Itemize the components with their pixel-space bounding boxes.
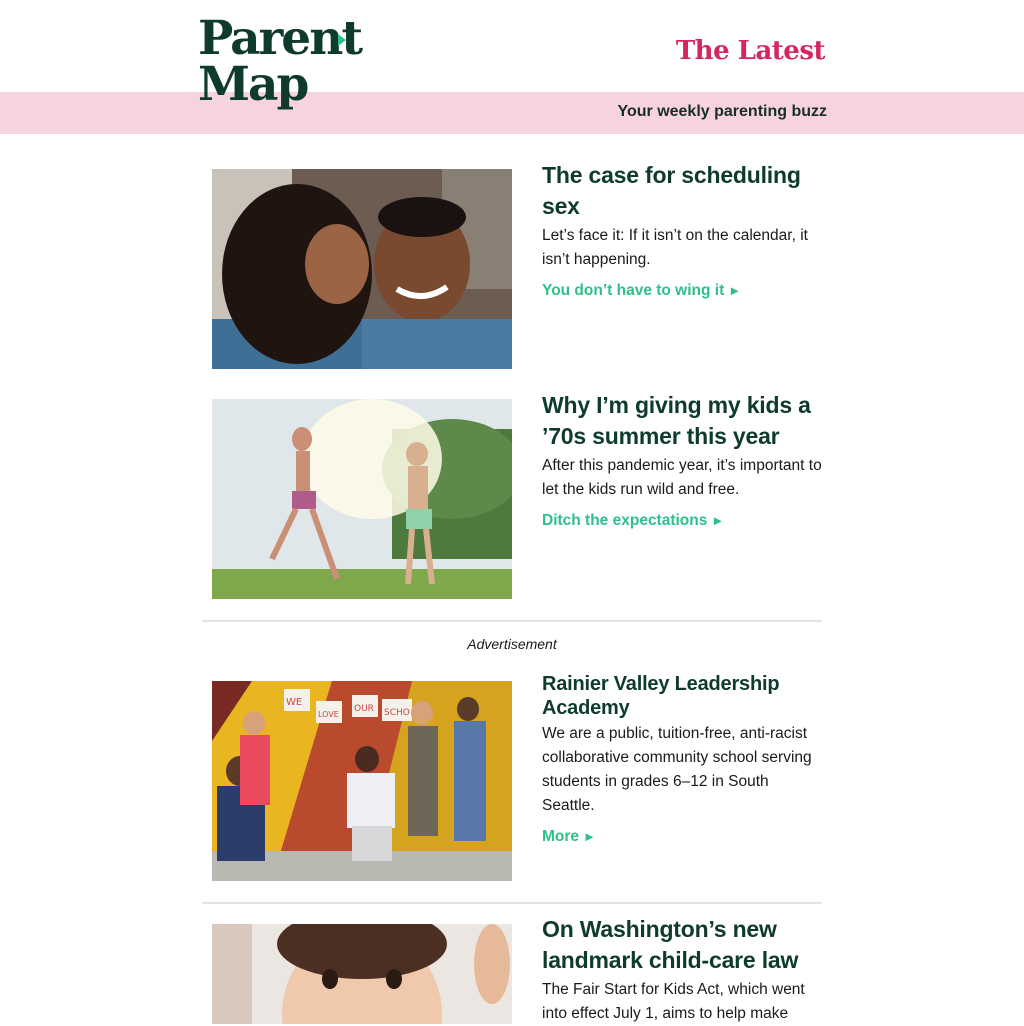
play-arrow-icon: ► — [583, 829, 596, 844]
article-description: Let’s face it: If it isn’t on the calendar, it isn’t happening. — [542, 227, 808, 268]
article-description: After this pandemic year, it’s important to let the kids run wild and free. — [542, 457, 822, 498]
article-text — [542, 914, 824, 1026]
tagline: Your weekly parenting buzz — [617, 103, 827, 120]
article-text — [542, 160, 824, 300]
sign-love: LOVE — [318, 710, 339, 719]
article-image-baby[interactable] — [212, 924, 512, 1024]
article-title[interactable]: Why I’m giving my kids a ’70s summer this year — [542, 392, 811, 449]
parentmap-logo[interactable] — [198, 11, 362, 120]
sign-scho: SCHO — [384, 708, 410, 718]
read-more-label: You don’t have to wing it — [542, 282, 725, 299]
advertisement-label: Advertisement — [467, 636, 557, 652]
divider — [202, 620, 822, 622]
article-title[interactable]: The case for scheduling sex — [542, 162, 801, 219]
sign-we: WE — [286, 697, 303, 708]
article-child-care-law — [212, 914, 824, 1024]
read-more-link[interactable] — [542, 512, 724, 530]
article-image-couple[interactable] — [212, 169, 512, 369]
ad-title[interactable]: Rainier Valley Leadership Academy — [542, 673, 780, 719]
article-text — [542, 390, 824, 530]
divider — [202, 902, 822, 904]
play-triangle-icon — [338, 34, 346, 46]
tagline-band — [0, 92, 1024, 134]
play-arrow-icon: ► — [711, 513, 725, 528]
more-link[interactable] — [542, 828, 596, 846]
sign-our: OUR — [354, 704, 374, 714]
article-title[interactable]: On Washington’s new landmark child-care law — [542, 916, 799, 973]
ad-image-school-group[interactable] — [212, 681, 512, 881]
ad-description: We are a public, tuition-free, anti-racist collaborative community school serving students in grades 6–12 in South Seattle. — [542, 725, 812, 814]
section-title: The Latest — [675, 36, 825, 66]
play-arrow-icon: ► — [728, 283, 742, 298]
ad-text — [542, 672, 824, 846]
logo-line-parent: Parent — [198, 11, 362, 66]
more-label: More — [542, 828, 580, 845]
logo-line-map: Map — [198, 57, 308, 112]
read-more-label: Ditch the expectations — [542, 512, 708, 529]
article-image-kids-sprinkler[interactable] — [212, 399, 512, 599]
article-description: The Fair Start for Kids Act, which went into effect July 1, aims to help make — [542, 981, 805, 1022]
read-more-link[interactable] — [542, 282, 741, 300]
